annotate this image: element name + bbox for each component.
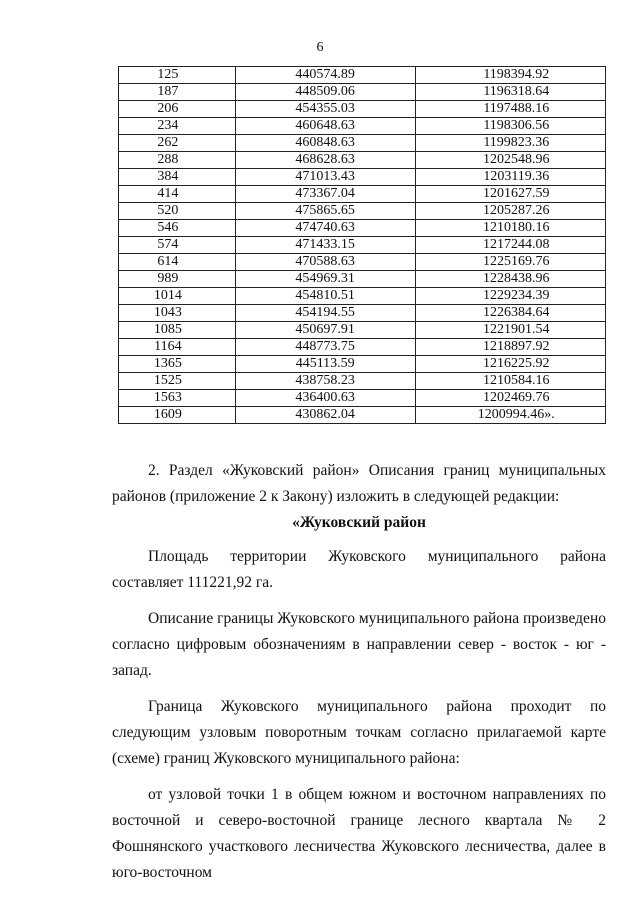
point-number-cell: 574: [119, 237, 236, 254]
paragraph-from-point: от узловой точки 1 в общем южном и восточном направлениях по восточной и северо-восточной границе лесного квартала № 2 Фошнянского участкового лесничества Жуковского лесничества, далее в юго-восточном: [112, 786, 606, 881]
point-number-cell: 234: [119, 118, 236, 135]
point-number-cell: 1164: [119, 339, 236, 356]
x-coordinate-cell: 440574.89: [235, 67, 415, 84]
table-row: [119, 220, 606, 237]
y-coordinate-cell: 1202469.76: [415, 390, 605, 407]
x-coordinate-cell: 474740.63: [235, 220, 415, 237]
paragraph-description: Описание границы Жуковского муниципального района произведено согласно цифровым обозначениям в направлении север - восток - юг - запад.: [112, 610, 606, 679]
y-coordinate-cell: 1196318.64: [415, 84, 605, 101]
x-coordinate-cell: 454355.03: [235, 101, 415, 118]
paragraph-boundary: Граница Жуковского муниципального района проходит по следующим узловым поворотным точкам согласно прилагаемой карте (схеме) границ Жуковского муниципального района:: [112, 698, 606, 767]
y-coordinate-cell: 1228438.96: [415, 271, 605, 288]
point-number-cell: 262: [119, 135, 236, 152]
point-number-cell: 1563: [119, 390, 236, 407]
x-coordinate-cell: 438758.23: [235, 373, 415, 390]
x-coordinate-cell: 454194.55: [235, 305, 415, 322]
table-row: [119, 186, 606, 203]
point-number-cell: 1609: [119, 407, 236, 424]
y-coordinate-cell: 1221901.54: [415, 322, 605, 339]
point-number-cell: 187: [119, 84, 236, 101]
point-number-cell: 384: [119, 169, 236, 186]
table-row: [119, 390, 606, 407]
table-row: [119, 84, 606, 101]
y-coordinate-cell: 1200994.46».: [415, 407, 605, 424]
table-row: [119, 67, 606, 84]
table-row: [119, 237, 606, 254]
y-coordinate-cell: 1198394.92: [415, 67, 605, 84]
y-coordinate-cell: 1197488.16: [415, 101, 605, 118]
table-row: [119, 322, 606, 339]
x-coordinate-cell: 448509.06: [235, 84, 415, 101]
table-row: [119, 169, 606, 186]
table-row: [119, 101, 606, 118]
point-number-cell: 1525: [119, 373, 236, 390]
coordinates-table: [118, 66, 606, 424]
table-row: [119, 152, 606, 169]
y-coordinate-cell: 1210180.16: [415, 220, 605, 237]
y-coordinate-cell: 1198306.56: [415, 118, 605, 135]
table-row: [119, 356, 606, 373]
point-number-cell: 520: [119, 203, 236, 220]
table-row: [119, 339, 606, 356]
table-row: [119, 288, 606, 305]
point-number-cell: 614: [119, 254, 236, 271]
point-number-cell: 206: [119, 101, 236, 118]
y-coordinate-cell: 1203119.36: [415, 169, 605, 186]
x-coordinate-cell: 470588.63: [235, 254, 415, 271]
coordinates-table-body: [119, 67, 606, 424]
x-coordinate-cell: 454810.51: [235, 288, 415, 305]
point-number-cell: 989: [119, 271, 236, 288]
x-coordinate-cell: 468628.63: [235, 152, 415, 169]
table-row: [119, 271, 606, 288]
point-number-cell: 288: [119, 152, 236, 169]
x-coordinate-cell: 475865.65: [235, 203, 415, 220]
x-coordinate-cell: 454969.31: [235, 271, 415, 288]
point-number-cell: 1365: [119, 356, 236, 373]
x-coordinate-cell: 436400.63: [235, 390, 415, 407]
y-coordinate-cell: 1201627.59: [415, 186, 605, 203]
document-body: [112, 458, 606, 886]
x-coordinate-cell: 471433.15: [235, 237, 415, 254]
table-row: [119, 135, 606, 152]
y-coordinate-cell: 1210584.16: [415, 373, 605, 390]
y-coordinate-cell: 1216225.92: [415, 356, 605, 373]
x-coordinate-cell: 460848.63: [235, 135, 415, 152]
y-coordinate-cell: 1199823.36: [415, 135, 605, 152]
y-coordinate-cell: 1218897.92: [415, 339, 605, 356]
paragraph-area: Площадь территории Жуковского муниципального района составляет 111221,92 га.: [112, 548, 606, 591]
point-number-cell: 1043: [119, 305, 236, 322]
table-row: [119, 118, 606, 135]
x-coordinate-cell: 448773.75: [235, 339, 415, 356]
x-coordinate-cell: 430862.04: [235, 407, 415, 424]
y-coordinate-cell: 1226384.64: [415, 305, 605, 322]
point-number-cell: 1014: [119, 288, 236, 305]
point-number-cell: 546: [119, 220, 236, 237]
x-coordinate-cell: 460648.63: [235, 118, 415, 135]
x-coordinate-cell: 450697.91: [235, 322, 415, 339]
point-number-cell: 1085: [119, 322, 236, 339]
page-number: 6: [316, 40, 324, 55]
table-row: [119, 373, 606, 390]
table-row: [119, 254, 606, 271]
y-coordinate-cell: 1225169.76: [415, 254, 605, 271]
table-row: [119, 203, 606, 220]
x-coordinate-cell: 473367.04: [235, 186, 415, 203]
y-coordinate-cell: 1202548.96: [415, 152, 605, 169]
point-number-cell: 414: [119, 186, 236, 203]
y-coordinate-cell: 1217244.08: [415, 237, 605, 254]
y-coordinate-cell: 1229234.39: [415, 288, 605, 305]
paragraph-item-2: 2. Раздел «Жуковский район» Описания границ муниципальных районов (приложение 2 к Закону) изложить в следующей редакции:: [112, 462, 606, 505]
y-coordinate-cell: 1205287.26: [415, 203, 605, 220]
table-row: [119, 305, 606, 322]
x-coordinate-cell: 471013.43: [235, 169, 415, 186]
section-heading: «Жуковский район: [292, 514, 426, 531]
point-number-cell: 125: [119, 67, 236, 84]
table-row: [119, 407, 606, 424]
x-coordinate-cell: 445113.59: [235, 356, 415, 373]
